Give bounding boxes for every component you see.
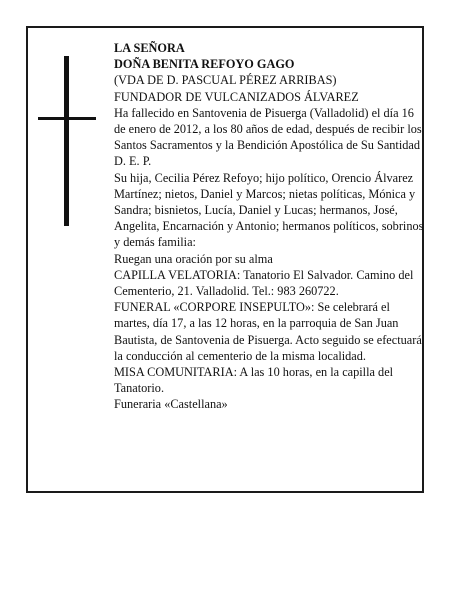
prayer-line: Ruegan una oración por su alma <box>114 251 273 266</box>
widow-of-line: (VDA DE D. PASCUAL PÉREZ ARRIBAS) <box>114 73 337 88</box>
cross-horizontal-bar <box>38 117 96 120</box>
death-paragraph: Ha fallecido en Santovenia de Pisuerga (Valladolid) el día 16 de enero de 2012, a los 80 años de edad, después de recibir los Santos Sacramentos y la Bendición Apostólica de Su Santidad <box>114 105 422 153</box>
obituary-text <box>114 40 426 413</box>
chapel-paragraph: CAPILLA VELATORIA: Tanatorio El Salvador. Camino del Cementerio, 21. Valladolid. Tel.: 983 260722. <box>114 267 414 299</box>
obituary-notice <box>26 26 424 493</box>
founder-line: FUNDADOR DE VULCANIZADOS ÁLVAREZ <box>114 89 359 104</box>
notice-title: LA SEÑORA <box>114 41 185 55</box>
dep-line: D. E. P. <box>114 154 152 169</box>
family-paragraph: Su hija, Cecilia Pérez Refoyo; hijo político, Orencio Álvarez Martínez; nietos, Daniel y Marcos; nietas políticas, Mónica y Sandra; bisnietos, Lucía, Daniel y Lucas; hermanos, José, Angelita, Encarnación y Antonio; hermanos políticos, sobrinos y demás familia: <box>114 170 424 250</box>
mass-paragraph: MISA COMUNITARIA: A las 10 horas, en la capilla del Tanatorio. <box>114 365 394 396</box>
cross-icon <box>38 56 98 226</box>
deceased-name: DOÑA BENITA REFOYO GAGO <box>114 57 295 72</box>
funeral-home-line: Funeraria «Castellana» <box>114 397 228 412</box>
cross-vertical-bar <box>64 56 69 226</box>
funeral-paragraph: FUNERAL «CORPORE INSEPULTO»: Se celebrará el martes, día 17, a las 12 horas, en la parroquia de San Juan Bautista, de Santovenia de Pisuerga. Acto seguido se efectuará la conducción al cementerio de la misma localidad. <box>114 300 422 363</box>
